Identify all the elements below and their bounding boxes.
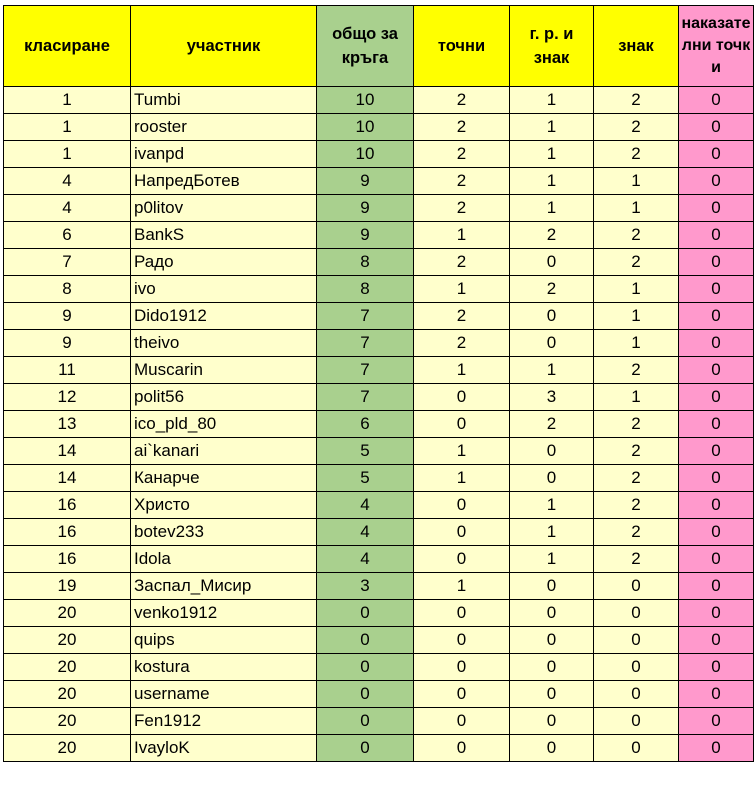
penalty-cell: 0 bbox=[679, 195, 754, 222]
round-total-cell: 10 bbox=[317, 141, 414, 168]
rank-cell: 20 bbox=[4, 708, 131, 735]
round-total-cell: 0 bbox=[317, 627, 414, 654]
points-cell: 1 bbox=[414, 222, 510, 249]
participant-cell: НапредБотев bbox=[131, 168, 317, 195]
sign-cell: 2 bbox=[594, 546, 679, 573]
participant-cell: Канарче bbox=[131, 465, 317, 492]
header-round-total bbox=[317, 6, 414, 87]
penalty-cell: 0 bbox=[679, 222, 754, 249]
rank-cell: 20 bbox=[4, 627, 131, 654]
points-cell: 0 bbox=[414, 681, 510, 708]
sign-cell: 2 bbox=[594, 492, 679, 519]
table-row bbox=[4, 357, 754, 384]
standings-table bbox=[3, 5, 754, 762]
round-total-cell: 7 bbox=[317, 357, 414, 384]
rank-cell: 16 bbox=[4, 546, 131, 573]
rank-cell: 20 bbox=[4, 735, 131, 762]
points-cell: 0 bbox=[414, 546, 510, 573]
header-goal-diff-sign bbox=[510, 6, 594, 87]
rank-cell: 9 bbox=[4, 303, 131, 330]
sign-cell: 2 bbox=[594, 114, 679, 141]
penalty-cell: 0 bbox=[679, 330, 754, 357]
goal-diff-sign-cell: 1 bbox=[510, 357, 594, 384]
round-total-cell: 3 bbox=[317, 573, 414, 600]
table-row bbox=[4, 600, 754, 627]
round-total-cell: 9 bbox=[317, 222, 414, 249]
rank-cell: 14 bbox=[4, 465, 131, 492]
table-row bbox=[4, 438, 754, 465]
participant-cell: Христо bbox=[131, 492, 317, 519]
penalty-cell: 0 bbox=[679, 492, 754, 519]
penalty-cell: 0 bbox=[679, 681, 754, 708]
sign-cell: 0 bbox=[594, 654, 679, 681]
points-cell: 2 bbox=[414, 330, 510, 357]
penalty-cell: 0 bbox=[679, 654, 754, 681]
penalty-cell: 0 bbox=[679, 519, 754, 546]
penalty-cell: 0 bbox=[679, 546, 754, 573]
table-row bbox=[4, 465, 754, 492]
points-cell: 0 bbox=[414, 627, 510, 654]
sign-cell: 2 bbox=[594, 249, 679, 276]
goal-diff-sign-cell: 0 bbox=[510, 708, 594, 735]
goal-diff-sign-cell: 2 bbox=[510, 222, 594, 249]
participant-cell: Заспал_Мисир bbox=[131, 573, 317, 600]
participant-cell: theivo bbox=[131, 330, 317, 357]
rank-cell: 4 bbox=[4, 168, 131, 195]
points-cell: 0 bbox=[414, 600, 510, 627]
goal-diff-sign-cell: 1 bbox=[510, 546, 594, 573]
points-cell: 1 bbox=[414, 276, 510, 303]
penalty-cell: 0 bbox=[679, 141, 754, 168]
points-cell: 0 bbox=[414, 519, 510, 546]
participant-cell: kostura bbox=[131, 654, 317, 681]
participant-cell: ai`kanari bbox=[131, 438, 317, 465]
participant-cell: ico_pld_80 bbox=[131, 411, 317, 438]
participant-cell: Fen1912 bbox=[131, 708, 317, 735]
goal-diff-sign-cell: 0 bbox=[510, 627, 594, 654]
round-total-cell: 5 bbox=[317, 438, 414, 465]
points-cell: 2 bbox=[414, 195, 510, 222]
table-row bbox=[4, 519, 754, 546]
rank-cell: 16 bbox=[4, 492, 131, 519]
rank-cell: 19 bbox=[4, 573, 131, 600]
rank-cell: 12 bbox=[4, 384, 131, 411]
table-row bbox=[4, 492, 754, 519]
points-cell: 1 bbox=[414, 465, 510, 492]
rank-cell: 20 bbox=[4, 681, 131, 708]
points-cell: 0 bbox=[414, 654, 510, 681]
goal-diff-sign-cell: 1 bbox=[510, 114, 594, 141]
goal-diff-sign-cell: 2 bbox=[510, 276, 594, 303]
sign-cell: 2 bbox=[594, 87, 679, 114]
sign-cell: 1 bbox=[594, 384, 679, 411]
sign-cell: 0 bbox=[594, 573, 679, 600]
goal-diff-sign-cell: 0 bbox=[510, 465, 594, 492]
points-cell: 0 bbox=[414, 735, 510, 762]
sign-cell: 2 bbox=[594, 357, 679, 384]
rank-cell: 7 bbox=[4, 249, 131, 276]
table-row bbox=[4, 708, 754, 735]
rank-cell: 1 bbox=[4, 114, 131, 141]
table-row bbox=[4, 195, 754, 222]
sign-cell: 1 bbox=[594, 195, 679, 222]
points-cell: 2 bbox=[414, 168, 510, 195]
table-row bbox=[4, 735, 754, 762]
participant-cell: Радо bbox=[131, 249, 317, 276]
rank-cell: 14 bbox=[4, 438, 131, 465]
rank-cell: 1 bbox=[4, 141, 131, 168]
participant-cell: botev233 bbox=[131, 519, 317, 546]
participant-cell: Dido1912 bbox=[131, 303, 317, 330]
participant-cell: Tumbi bbox=[131, 87, 317, 114]
penalty-cell: 0 bbox=[679, 276, 754, 303]
points-cell: 2 bbox=[414, 249, 510, 276]
penalty-cell: 0 bbox=[679, 465, 754, 492]
round-total-cell: 7 bbox=[317, 384, 414, 411]
header-participant: участник bbox=[131, 6, 317, 87]
goal-diff-sign-cell: 1 bbox=[510, 168, 594, 195]
sign-cell: 1 bbox=[594, 330, 679, 357]
penalty-cell: 0 bbox=[679, 438, 754, 465]
round-total-cell: 7 bbox=[317, 330, 414, 357]
goal-diff-sign-cell: 1 bbox=[510, 492, 594, 519]
table-row bbox=[4, 141, 754, 168]
table-row bbox=[4, 546, 754, 573]
participant-cell: IvayloK bbox=[131, 735, 317, 762]
points-cell: 1 bbox=[414, 573, 510, 600]
participant-cell: quips bbox=[131, 627, 317, 654]
rank-cell: 4 bbox=[4, 195, 131, 222]
table-row bbox=[4, 654, 754, 681]
table-row bbox=[4, 573, 754, 600]
header-rank: класиране bbox=[4, 6, 131, 87]
rank-cell: 16 bbox=[4, 519, 131, 546]
participant-cell: venko1912 bbox=[131, 600, 317, 627]
header-round-total-label: общо за кръга bbox=[332, 25, 398, 67]
points-cell: 2 bbox=[414, 87, 510, 114]
rank-cell: 8 bbox=[4, 276, 131, 303]
sign-cell: 0 bbox=[594, 681, 679, 708]
header-sign: знак bbox=[594, 6, 679, 87]
table-header bbox=[4, 6, 754, 87]
goal-diff-sign-cell: 0 bbox=[510, 330, 594, 357]
points-cell: 1 bbox=[414, 357, 510, 384]
participant-cell: BankS bbox=[131, 222, 317, 249]
sign-cell: 0 bbox=[594, 627, 679, 654]
table-row bbox=[4, 303, 754, 330]
penalty-cell: 0 bbox=[679, 168, 754, 195]
rank-cell: 1 bbox=[4, 87, 131, 114]
rank-cell: 11 bbox=[4, 357, 131, 384]
sign-cell: 2 bbox=[594, 465, 679, 492]
participant-cell: polit56 bbox=[131, 384, 317, 411]
penalty-cell: 0 bbox=[679, 249, 754, 276]
sign-cell: 0 bbox=[594, 600, 679, 627]
goal-diff-sign-cell: 0 bbox=[510, 681, 594, 708]
penalty-cell: 0 bbox=[679, 708, 754, 735]
penalty-cell: 0 bbox=[679, 735, 754, 762]
penalty-cell: 0 bbox=[679, 303, 754, 330]
header-penalty bbox=[679, 6, 754, 87]
points-cell: 2 bbox=[414, 303, 510, 330]
sign-cell: 2 bbox=[594, 411, 679, 438]
round-total-cell: 4 bbox=[317, 519, 414, 546]
header-goal-diff-sign-label: г. р. и знак bbox=[529, 25, 574, 67]
penalty-cell: 0 bbox=[679, 357, 754, 384]
points-cell: 0 bbox=[414, 492, 510, 519]
rank-cell: 20 bbox=[4, 654, 131, 681]
participant-cell: p0litov bbox=[131, 195, 317, 222]
goal-diff-sign-cell: 1 bbox=[510, 141, 594, 168]
round-total-cell: 9 bbox=[317, 195, 414, 222]
penalty-cell: 0 bbox=[679, 600, 754, 627]
goal-diff-sign-cell: 0 bbox=[510, 735, 594, 762]
round-total-cell: 10 bbox=[317, 114, 414, 141]
penalty-cell: 0 bbox=[679, 573, 754, 600]
sign-cell: 0 bbox=[594, 735, 679, 762]
round-total-cell: 0 bbox=[317, 735, 414, 762]
rank-cell: 20 bbox=[4, 600, 131, 627]
penalty-cell: 0 bbox=[679, 114, 754, 141]
header-penalty-label: наказателни точки bbox=[681, 15, 751, 76]
participant-cell: Muscarin bbox=[131, 357, 317, 384]
header-points: точни bbox=[414, 6, 510, 87]
round-total-cell: 4 bbox=[317, 546, 414, 573]
sign-cell: 2 bbox=[594, 141, 679, 168]
goal-diff-sign-cell: 0 bbox=[510, 600, 594, 627]
sign-cell: 1 bbox=[594, 276, 679, 303]
round-total-cell: 0 bbox=[317, 600, 414, 627]
table-row bbox=[4, 87, 754, 114]
penalty-cell: 0 bbox=[679, 384, 754, 411]
round-total-cell: 7 bbox=[317, 303, 414, 330]
sign-cell: 2 bbox=[594, 222, 679, 249]
round-total-cell: 0 bbox=[317, 681, 414, 708]
round-total-cell: 10 bbox=[317, 87, 414, 114]
table-row bbox=[4, 627, 754, 654]
table-row bbox=[4, 168, 754, 195]
table-row bbox=[4, 384, 754, 411]
round-total-cell: 5 bbox=[317, 465, 414, 492]
table-row bbox=[4, 249, 754, 276]
header-row bbox=[4, 6, 754, 87]
table-row bbox=[4, 681, 754, 708]
sign-cell: 2 bbox=[594, 519, 679, 546]
goal-diff-sign-cell: 1 bbox=[510, 87, 594, 114]
goal-diff-sign-cell: 3 bbox=[510, 384, 594, 411]
points-cell: 0 bbox=[414, 708, 510, 735]
round-total-cell: 8 bbox=[317, 249, 414, 276]
round-total-cell: 0 bbox=[317, 654, 414, 681]
goal-diff-sign-cell: 0 bbox=[510, 654, 594, 681]
goal-diff-sign-cell: 0 bbox=[510, 573, 594, 600]
goal-diff-sign-cell: 0 bbox=[510, 303, 594, 330]
participant-cell: ivanpd bbox=[131, 141, 317, 168]
goal-diff-sign-cell: 0 bbox=[510, 249, 594, 276]
rank-cell: 6 bbox=[4, 222, 131, 249]
rank-cell: 13 bbox=[4, 411, 131, 438]
table-row bbox=[4, 411, 754, 438]
table-row bbox=[4, 330, 754, 357]
round-total-cell: 6 bbox=[317, 411, 414, 438]
sign-cell: 1 bbox=[594, 168, 679, 195]
rank-cell: 9 bbox=[4, 330, 131, 357]
goal-diff-sign-cell: 0 bbox=[510, 438, 594, 465]
penalty-cell: 0 bbox=[679, 411, 754, 438]
goal-diff-sign-cell: 2 bbox=[510, 411, 594, 438]
points-cell: 2 bbox=[414, 114, 510, 141]
sign-cell: 2 bbox=[594, 438, 679, 465]
goal-diff-sign-cell: 1 bbox=[510, 519, 594, 546]
table-row bbox=[4, 114, 754, 141]
points-cell: 2 bbox=[414, 141, 510, 168]
participant-cell: username bbox=[131, 681, 317, 708]
table-body bbox=[4, 87, 754, 762]
points-cell: 1 bbox=[414, 438, 510, 465]
table-row bbox=[4, 276, 754, 303]
participant-cell: Idola bbox=[131, 546, 317, 573]
penalty-cell: 0 bbox=[679, 627, 754, 654]
sign-cell: 0 bbox=[594, 708, 679, 735]
participant-cell: rooster bbox=[131, 114, 317, 141]
sign-cell: 1 bbox=[594, 303, 679, 330]
points-cell: 0 bbox=[414, 384, 510, 411]
goal-diff-sign-cell: 1 bbox=[510, 195, 594, 222]
participant-cell: ivo bbox=[131, 276, 317, 303]
round-total-cell: 8 bbox=[317, 276, 414, 303]
round-total-cell: 9 bbox=[317, 168, 414, 195]
points-cell: 0 bbox=[414, 411, 510, 438]
table-row bbox=[4, 222, 754, 249]
round-total-cell: 0 bbox=[317, 708, 414, 735]
penalty-cell: 0 bbox=[679, 87, 754, 114]
round-total-cell: 4 bbox=[317, 492, 414, 519]
